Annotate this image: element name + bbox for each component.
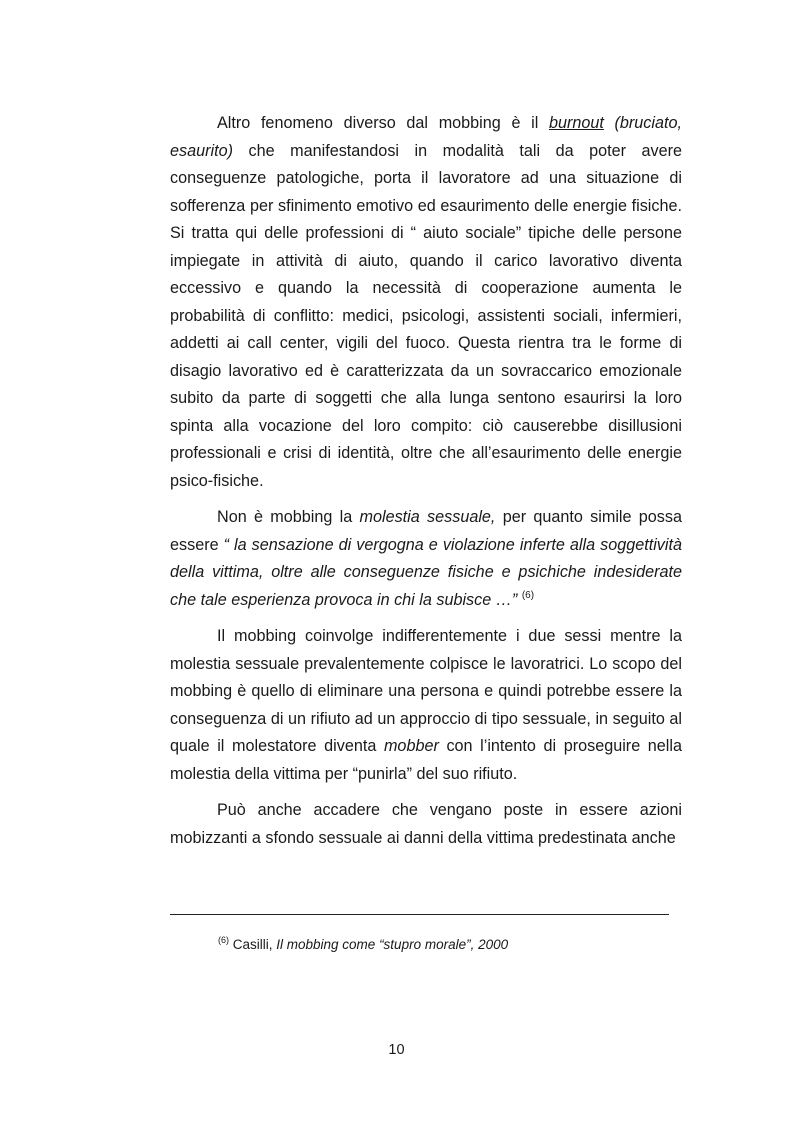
paragraph-text: Può anche accadere che vengano poste in essere azioni mobizzanti a sfondo sessuale ai danni della vittima predestinata anche [170, 801, 682, 847]
paragraph-burnout [170, 110, 682, 495]
footnote-separator [170, 914, 669, 915]
footnote-reference: (6) [521, 589, 535, 601]
footnote-author: Casilli, [229, 937, 277, 952]
paragraph-azioni [170, 797, 682, 852]
paragraph-text: Il mobbing coinvolge indifferentemente i due sessi mentre la molestia sessuale prevalentemente colpisce le lavoratrici. Lo scopo del mobbing è quello di eliminare una persona e quindi potrebbe essere la conseguenza di un rifiuto ad un approccio di tipo sessuale, in seguito al quale il molestatore diventa [170, 627, 682, 755]
paragraph-text: per quanto simile possa essere [170, 508, 682, 554]
term-molestia-sessuale: molestia sessuale, [359, 508, 496, 526]
page-number: 10 [388, 1042, 405, 1058]
paragraph-molestia [170, 504, 682, 614]
quotation: “ la sensazione di vergogna e violazione inferte alla soggettività della vittima, oltre alle conseguenze fisiche e psichiche indesiderate che tale esperienza provoca in chi la subisce …” [170, 535, 682, 609]
term-translation: (bruciato, esaurito) [170, 114, 682, 160]
footnote-title: Il mobbing come “stupro morale”, 2000 [276, 937, 509, 952]
paragraph-text: Non è mobbing la [217, 508, 360, 526]
paragraph-text: Altro fenomeno diverso dal mobbing è il [217, 114, 549, 132]
term-burnout: burnout [548, 114, 604, 132]
term-mobber: mobber [383, 737, 439, 755]
footnote-number: (6) [218, 935, 229, 945]
paragraph-mobber [170, 623, 682, 788]
footnote [218, 937, 508, 952]
paragraph-text: con l’intento di proseguire nella molestia della vittima per “punirla” del suo rifiuto. [170, 737, 682, 783]
paragraph-text: che manifestandosi in modalità tali da poter avere conseguenze patologiche, porta il lavoratore ad una situazione di sofferenza per sfinimento emotivo ed esaurimento delle energie fisiche. Si tratta qui delle professioni di “ aiuto sociale” tipiche delle persone impiegate in attività di aiuto, quando il carico lavorativo diventa eccessivo e quando la necessità di cooperazione aumenta le probabilità di conflitto: medici, psicologi, assistenti sociali, infermieri, addetti ai call center, vigili del fuoco. Questa rientra tra le forme di disagio lavorativo ed è caratterizzata da un sovraccarico emozionale subito da parte di soggetti che alla lunga sentono esaurirsi la loro spinta alla vocazione del loro compito: ciò causerebbe disillusioni professionali e crisi di identità, oltre che all’esaurimento delle energie psico-fisiche. [170, 141, 682, 490]
body-text [170, 110, 682, 861]
